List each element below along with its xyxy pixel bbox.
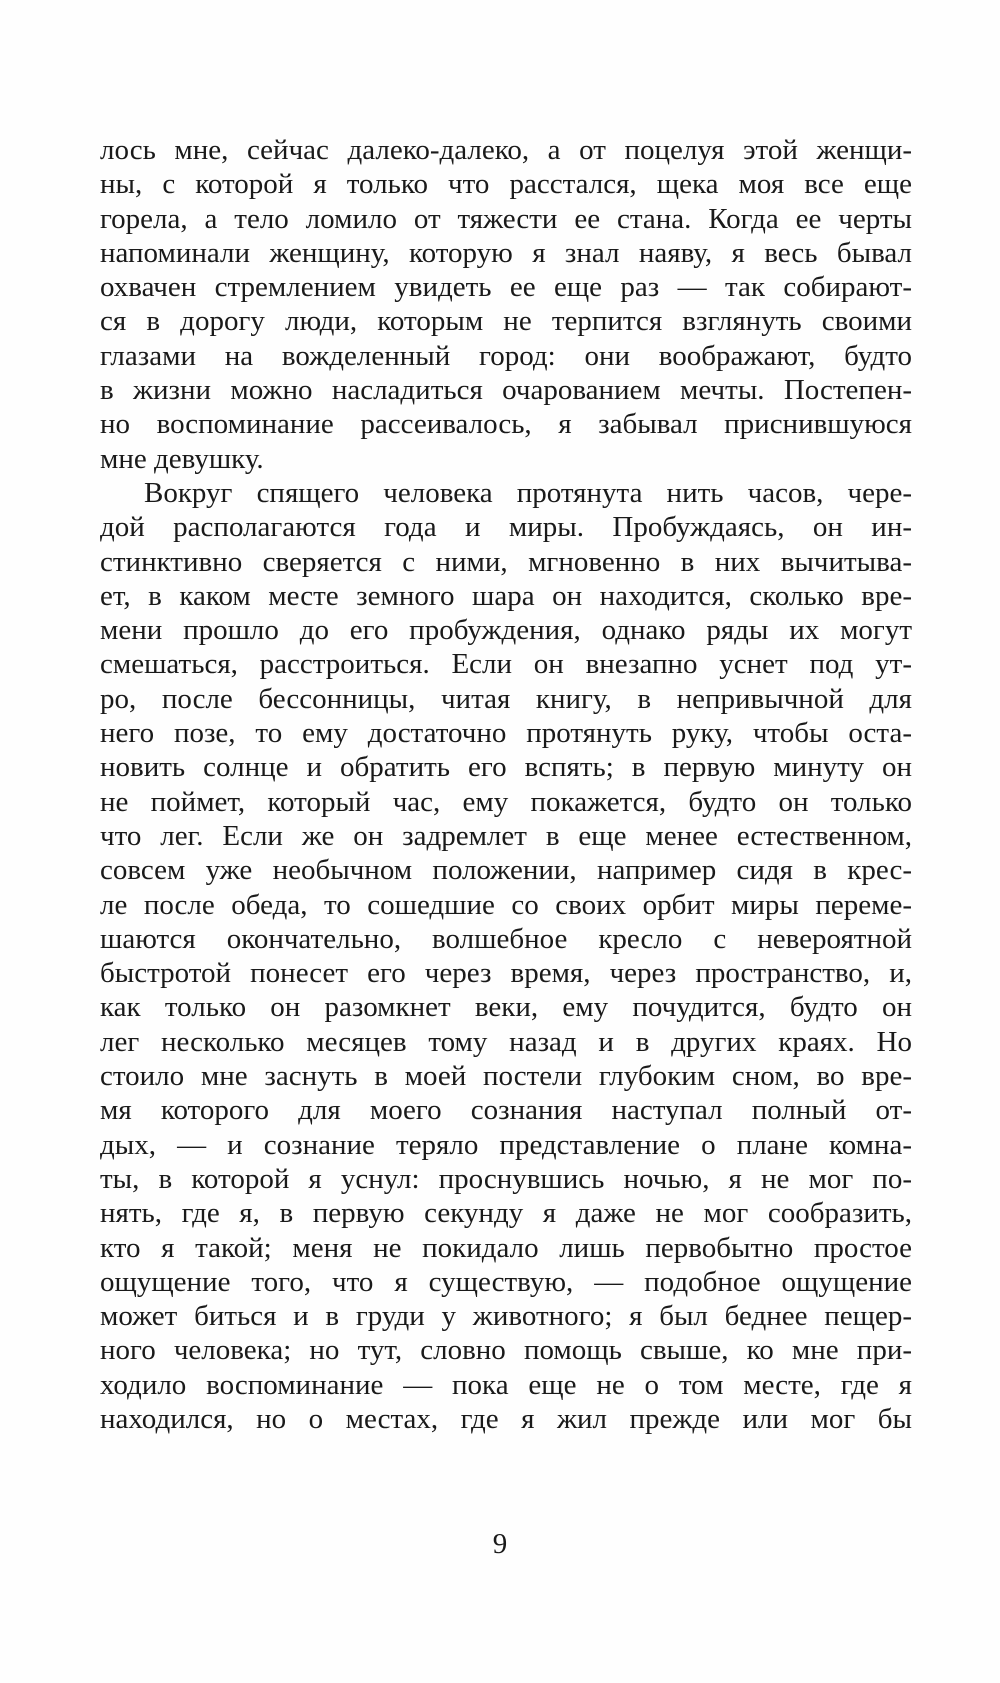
text-line: ся в дорогу люди, которым не терпится взглянуть своими [100, 305, 912, 338]
text-line: лег несколько месяцев тому назад и в других краях. Но [100, 1025, 912, 1058]
text-line: ны, с которой я только что расстался, щека моя все еще [100, 168, 912, 201]
text-line: ро, после бессонницы, читая книгу, в непривычной для [100, 682, 912, 715]
text-line: шаются окончательно, волшебное кресло с невероятной [100, 922, 912, 955]
text-line: не поймет, который час, ему покажется, будто он только [100, 785, 912, 818]
text-line: лось мне, сейчас далеко-далеко, а от поцелуя этой женщи- [100, 134, 912, 166]
text-line: быстротой понесет его через время, через пространство, и, [100, 957, 912, 990]
text-line: стоило мне заснуть в моей постели глубоким сном, во вре- [100, 1060, 912, 1093]
text-line: него позе, то ему достаточно протянуть руку, чтобы оста- [100, 717, 912, 750]
text-line: ле после обеда, то сошедшие со своих орбит миры переме- [100, 888, 912, 921]
text-line: горела, а тело ломило от тяжести ее стана. Когда ее черты [100, 202, 912, 235]
text-line: мне девушку. [100, 442, 264, 475]
text-line: напоминали женщину, которую я знал наяву, я весь бывал [100, 236, 912, 269]
text-line: ет, в каком месте земного шара он находится, сколько вре- [100, 579, 912, 612]
text-line: дой располагаются года и миры. Пробуждаясь, он ин- [100, 511, 912, 544]
text-line: как только он разомкнет веки, ему почудится, будто он [100, 991, 912, 1024]
text-line: стинктивно сверяется с ними, мгновенно в них вычитыва- [100, 545, 912, 578]
text-line: новить солнце и обратить его вспять; в первую минуту он [100, 751, 912, 784]
text-line: глазами на вожделенный город: они воображают, будто [100, 339, 912, 372]
text-line: что лег. Если же он задремлет в еще менее естественном, [100, 819, 912, 852]
body-text [100, 133, 912, 1436]
text-line: нять, где я, в первую секунду я даже не мог сообразить, [100, 1197, 912, 1230]
text-line: ходило воспоминание — пока еще не о том месте, где я [100, 1368, 912, 1401]
text-line: ного человека; но тут, словно помощь свыше, ко мне при- [100, 1334, 912, 1367]
text-line: ощущение того, что я существую, — подобное ощущение [100, 1265, 912, 1298]
text-line: кто я такой; меня не покидало лишь первобытно простое [100, 1231, 912, 1264]
page-number: 9 [492, 1528, 508, 1560]
text-line: в жизни можно насладиться очарованием мечты. Постепен- [100, 374, 912, 407]
text-line: может биться и в груди у животного; я был беднее пещер- [100, 1300, 912, 1333]
text-line: находился, но о местах, где я жил прежде или мог бы [100, 1402, 912, 1435]
text-line: но воспоминание рассеивалось, я забывал приснившуюся [100, 408, 912, 441]
text-line: совсем уже необычном положении, например сидя в крес- [100, 854, 912, 887]
text-line: ты, в которой я уснул: проснувшись ночью, я не мог по- [100, 1162, 912, 1195]
text-line: мя которого для моего сознания наступал полный от- [100, 1094, 912, 1127]
text-line: дых, — и сознание теряло представление о плане комна- [100, 1128, 912, 1161]
text-line: Вокруг спящего человека протянута нить часов, чере- [144, 476, 912, 509]
text-line: охвачен стремлением увидеть ее еще раз — так собирают- [100, 271, 912, 304]
text-line: мени прошло до его пробуждения, однако ряды их могут [100, 614, 912, 647]
text-line: смешаться, расстроиться. Если он внезапно уснет под ут- [100, 648, 912, 681]
